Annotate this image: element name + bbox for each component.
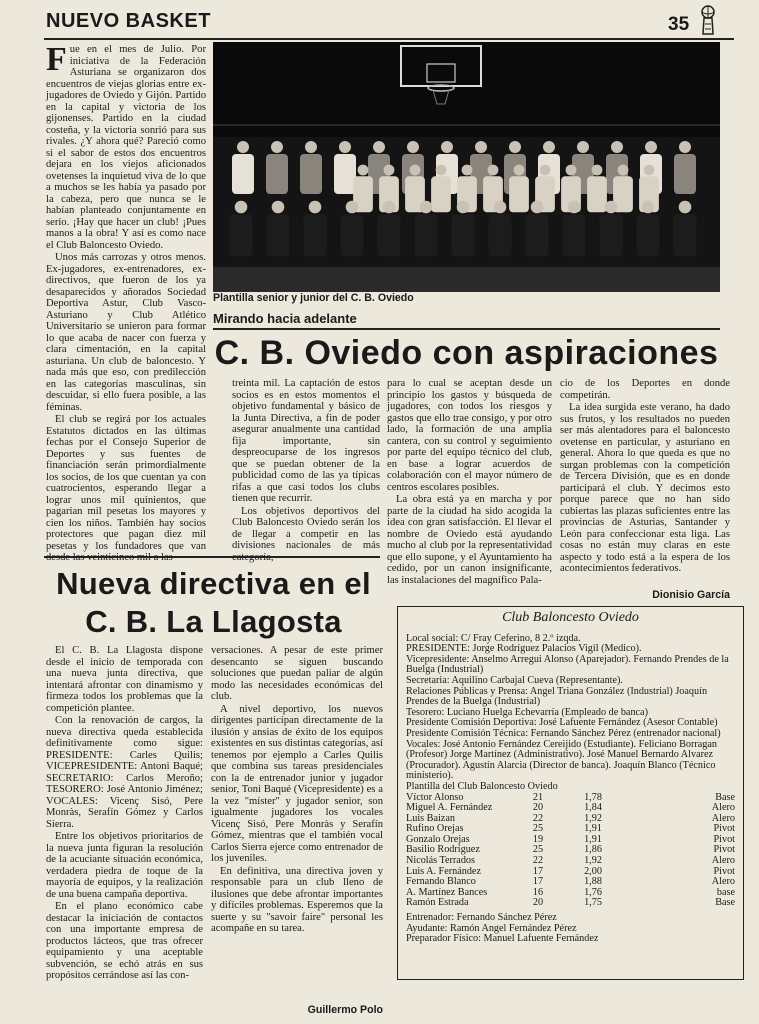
player-figure <box>373 141 385 153</box>
player-figure <box>457 201 470 214</box>
roster-cell-height: 1,92 <box>584 812 602 824</box>
article1-column-1: Fue en el mes de Julio. Por iniciativa de la Federación Asturiana se organizaron dos encuentros de viejas glorias entre ex-jugadores de Oviedo y Gijón. Partido en la capital y victoria de los gijonenses. Partido en la ciudad costeña, y la victoria sonrió para sus rivales. ¿Y ahora qué? Pareció como si el sabor de estos dos encuentros dejara en los viejos aficionados ovetenses la inquietud viva de lo que a muchos se les había ya pasado por la cabeza, pero que nunca se le habían planteado conjuntamente en serio. ¡Hay que hacer un club! ¡Pues manos a la obra! Y así es como nace el Club Baloncesto Oviedo. Unos más carrozas y otros menos. Ex-jugadores, ex-entrenadores, ex-directivos, que fueron de los ya desaparecidos y añorados Sociedad Deportiva Astur, Club Vasco-Asturiano y Club Atlético Universitario se unieron para formar lo que acaba de nacer con fuerza y clara cimentación, en la capital asturiana. Un club de baloncesto. Y nada más que eso, con predilección en las categorías masculinas, sin descuidar, si ello fuera posible, a las féminas. El club se regirá por los actuales Estatutos dictados en las últimas fechas por el Consejo Superior de Deportes y sus fuentes de financiación serán primordialmente los socios, de los que cuentan ya con cuatrocientos, esperando llegar a lograr unos mil quinientos, que pagarían mil pesetas los mayores y cien los niños. También hay socios protectores que pagan diez mil pesetas y los fundadores que van <box>46 44 206 556</box>
roster-cell-height: 1,92 <box>584 855 602 867</box>
roster-cell-age: 22 <box>532 855 544 867</box>
roster-cell-pos: Alero <box>711 855 735 867</box>
roster-cell-age: 19 <box>532 833 544 845</box>
team-photo <box>213 42 720 292</box>
player-figure <box>494 201 507 214</box>
player-figure <box>346 201 359 214</box>
roster-cell-age: 25 <box>532 823 544 835</box>
roster-cell-height: 1,78 <box>584 791 602 803</box>
article2-rule <box>44 556 380 558</box>
player-figure <box>237 141 249 153</box>
player-figure <box>673 214 696 256</box>
player-figure <box>644 165 655 176</box>
player-figure <box>436 165 447 176</box>
player-figure <box>305 141 317 153</box>
roster-cell-pos: Base <box>715 897 735 909</box>
roster-cell-name: Ramón Estrada <box>406 897 469 909</box>
roster-cell-pos: Pivot <box>713 844 735 856</box>
player-figure <box>568 201 581 214</box>
player-figure <box>441 141 453 153</box>
club-info-box: Club Baloncesto Oviedo Local social: C/ Fray Ceferino, 8 2.º izqda. PRESIDENTE: Jorge Rodríguez Palacios Vigil (Medico). Vicepresidente: Anselmo Arregui Alonso (Aparejador). Fernando Prendes de la Buelga (Industrial) Secretaria: Aquilino Carbajal Cueva (Representante). Relaciones Públicas y Prensa: Angel Triana González (Industrial) Joaquín Prendes de la Buelga (Industrial) Tesorero: Luciano Huelga Echevarría (Empleado de banca) Presidente Comisión Deportiva: José Lafuente Fernández (Asesor Contable) Presidente Comisión Técnica: Fernando Sánchez Pérez (entrenador nacional) Vocales: José Antonio Fernández Cereijido (Estudiante). Feliciano Borragan (Profesor) Jorge Martínez (Administrativo). José Manuel Bernardo Alvarez (Procurador). Agustín Alarcia (Director de banca). Joaquín Blanco (Técnico ministerio). Plantilla del Club Baloncesto Oviedo Víctor Alonso 21 1,78 Base Miguel A. Fernández 20 1,84 Alero Luis Baizan 22 1,92 Alero Rufino Orejas 25 1,91 Pivot Gonzalo Orejas 19 1,91 Pivot Basilio Rodríguez 25 1,86 Pivot Nicolás Terrados 22 1,92 Alero Luis A. Fernández 17 2,00 Pivot Fernando Blanco 17 1,88 Alero A. Martínez Bances 16 1,76 base Ramón Estrada 20 1,75 Base Entrenador: Fernando Sánchez Pérez Ayudante: Ramón Angel Fernández Pérez Preparador Físico: Manuel Lafuente Fernández <box>397 606 744 980</box>
player-figure <box>674 154 696 194</box>
player-figure <box>303 214 326 256</box>
player-figure <box>462 165 473 176</box>
roster-table <box>406 793 735 910</box>
player-figure <box>531 201 544 214</box>
player-figure <box>642 201 655 214</box>
player-figure <box>407 141 419 153</box>
roster-cell-pos: Pivot <box>713 833 735 845</box>
article2-headline: Nueva directiva en el C. B. La Llagosta <box>56 566 371 639</box>
article1-kicker: Mirando hacia adelante <box>213 311 357 326</box>
roster-cell-height: 2,00 <box>584 865 602 877</box>
roster-cell-age: 21 <box>532 791 544 803</box>
player-figure <box>266 214 289 256</box>
roster-cell-name: Gonzalo Orejas <box>406 833 470 845</box>
roster-cell-age: 20 <box>532 802 544 814</box>
player-figure <box>509 176 529 212</box>
roster-cell-age: 22 <box>532 812 544 824</box>
roster-cell-pos: Pivot <box>713 823 735 835</box>
player-figure <box>509 141 521 153</box>
article1-column-3: para lo cual se aceptan desde un principio los gastos y búsqueda de jugadores, con todos los riesgos y gastos que ello trae consigo, y por otro lado, la formación de una amplia cantera, con su control y seguimiento por parte del equipo técnico del club, en base a lograr acuerdos de colaboración con el mayor número de centros escolares posibles. La obra está ya en marcha y por parte de la ciudad ha sido acogida la idea con gran satisfacción. El llevar el nombre de Oviedo está ayudando mucho al club por la representatividad que ello supone, y el Ayuntamiento ha cedido, por un canon insignificante, las instalaciones del magnífico Pala- <box>387 378 552 586</box>
roster-cell-name: Nicolás Terrados <box>406 855 475 867</box>
roster-cell-height: 1,75 <box>584 897 602 909</box>
roster-cell-name: Luis A. Fernández <box>406 865 481 877</box>
roster-row <box>406 803 735 814</box>
roster-cell-height: 1,76 <box>584 886 602 898</box>
section-title: NUEVO BASKET <box>46 10 211 32</box>
player-figure <box>272 201 285 214</box>
player-figure <box>562 214 585 256</box>
player-figure <box>377 214 400 256</box>
roster-cell-height: 1,88 <box>584 876 602 888</box>
player-figure <box>358 165 369 176</box>
player-figure <box>514 165 525 176</box>
roster-cell-age: 17 <box>532 865 544 877</box>
article1-column-2: treinta mil. La captación de estos socios es en estos momentos el objetivo fundamental y básico de la Junta Directiva, a fin de poder asegurar anualmente una cantidad fija importante, sin despreocuparse de los ingresos que se puedan obtener de la publicidad como de las ya típicas rifas a que casi todos los clubs tienen que recurrir. Los objetivos deportivos del Club Baloncesto Oviedo serán los de llegar a competir en las divisiones nacionales de más <box>232 378 380 551</box>
roster-cell-name: Basilio Rodríguez <box>406 844 480 856</box>
header-rule <box>44 38 734 40</box>
player-figure <box>232 154 254 194</box>
article1-headline: C. B. Oviedo con aspiraciones <box>214 334 719 372</box>
player-figure <box>384 165 395 176</box>
roster-cell-name: A. Martínez Bances <box>406 886 488 898</box>
roster-cell-name: Miguel A. Fernández <box>406 802 493 814</box>
player-figure <box>229 214 252 256</box>
roster-cell-pos: Alero <box>711 812 735 824</box>
player-figure <box>266 154 288 194</box>
player-figure <box>414 214 437 256</box>
page-number: 35 <box>668 14 690 35</box>
article2-byline: Guillermo Polo <box>307 1004 383 1016</box>
player-figure <box>309 201 322 214</box>
player-figure <box>383 201 396 214</box>
player-figure <box>431 176 451 212</box>
player-figure <box>334 154 356 194</box>
roster-cell-name: Luis Baizan <box>406 812 455 824</box>
player-figure <box>420 201 433 214</box>
player-figure <box>543 141 555 153</box>
player-figure <box>599 214 622 256</box>
info-box-title: Club Baloncesto Oviedo <box>502 610 639 625</box>
roster-cell-height: 1,84 <box>584 802 602 814</box>
player-figure <box>235 201 248 214</box>
player-figure <box>679 201 692 214</box>
roster-cell-age: 20 <box>532 897 544 909</box>
article2-column-1: El C. B. La Llagosta dispone desde el inicio de temporada con una nueva junta directiva, que intentará afrontar con dinamismo y firmeza todos los problemas que la competición plantee. Con la renovación de cargos, la nueva directiva queda establecida definitivamente como sigue: PRESIDENTE: Carles Quilis; VICEPRESIDENTE: Antoni Baqué; SECRETARIO: Carlos Meroño; TESORERO: José Antonio Jiménez; VOCALES: Vicenç Sisó, Pere Monràs, Serafín Gómez y Carlos Sierra. Entre los objetivos prioritarios de la nueva junta figuran la resolución de la acuciante situación económica, verdadera piedra de toque de la mayoría de equipos, y la realización de una buena campaña deportiva. En el plano económico cabe destacar la iniciación de contactos con una importante empresa de productos lácteos, que tras ofrecer equipamiento y una aceptable subvención, se echó atrás en sus propósitos cerrándose así las con- <box>46 645 203 981</box>
player-figure <box>577 141 589 153</box>
player-figure <box>488 165 499 176</box>
article1-column-4: cio de los Deportes en donde competirán. La idea surgida este verano, ha dado sus frutos, y los resultados no pueden ser más alentadores para el baloncesto ovetense en particular, y asturiano en general. Ahora lo que queda es que no surgan problemas con la competición de Tercera División, que es en donde participará el club. Y decimos esto porque parece que no han sido cubiertas las plazas suficientes entre las provincias de Asturias, Santander y León para confeccionar esta liga. Las cosas no están muy claras en este aspecto y todo está a la espera de los acontecimientos federativos. <box>560 378 730 574</box>
player-figure <box>475 141 487 153</box>
article2-column-2: versaciones. A pesar de este primer desencanto se siguen buscando soluciones que puedan paliar de algún modo las necesidades económicas del club. A nivel deportivo, los nuevos dirigentes participan directamente de la ilusión y ansias de éxito de los equipos existentes en sus distintas categorías, así tenemos por ejemplo a Carles Quilis que combina sus tareas presidenciales con la de entrenador junior y jugador senior, Toni Baqué (Vicepresidente) es a la vez "míster" y jugador senior, son igualmente jugadores los vocales Vicenç Sisó, Pere Monràs y Serafín Gómez, mientras que el también vocal Carlos Sierra ejerce como entrenador de los juveniles. En definitiva, una directiva joven y responsable para un club lleno de ilusiones que debe afrontar importantes y difíciles problemas. Esperemos que la suerte y su "savoir faire" personal les acompañe en su tarea. <box>211 645 383 934</box>
roster-cell-name: Rufino Orejas <box>406 823 464 835</box>
roster-cell-name: Fernando Blanco <box>406 876 476 888</box>
player-figure <box>636 214 659 256</box>
roster-cell-age: 16 <box>532 886 544 898</box>
player-figure <box>339 141 351 153</box>
roster-cell-name: Víctor Alonso <box>406 791 464 803</box>
player-figure <box>566 165 577 176</box>
player-figure <box>488 214 511 256</box>
paragraph: Unos más carrozas y otros menos. Ex-jugadores, ex-entrenadores, ex-directivos, que fueron de los ya desaparecidos y añorados Sociedad Deportiva Astur, Club Vasco-Asturiano y Club Atlético Universitario se unieron para formar lo que acaba de nacer con fuerza y clara cimentación, en la capital asturiana. Un club de baloncesto. Y nada más que eso, con predilección en las categorías masculinas, sin descuidar, si ello fuera posible, a las féminas. <box>46 252 206 413</box>
roster-cell-pos: Base <box>715 791 735 803</box>
roster-cell-age: 25 <box>532 844 544 856</box>
player-figure <box>525 214 548 256</box>
player-figure <box>611 141 623 153</box>
roster-cell-age: 17 <box>532 876 544 888</box>
player-figure <box>605 201 618 214</box>
roster-cell-height: 1,91 <box>584 823 602 835</box>
article1-byline: Dionisio García <box>652 589 730 601</box>
roster-row <box>406 898 735 909</box>
player-figure <box>340 214 363 256</box>
player-figure <box>679 141 691 153</box>
drop-cap: F <box>46 41 67 78</box>
player-figure <box>587 176 607 212</box>
roster-cell-pos: Alero <box>711 876 735 888</box>
player-figure <box>410 165 421 176</box>
player-figure <box>645 141 657 153</box>
roster-cell-height: 1,86 <box>584 844 602 856</box>
roster-cell-pos: base <box>716 886 735 898</box>
player-figure <box>540 165 551 176</box>
paragraph: El club se regirá por los actuales Estatutos dictados en las últimas fechas por el Consejo Superior de Deportes y sus fuentes de financiación serán primordialmente los socios, de los que cuentan ya con cuatrocientos, esperando llegar a lograr unos mil quinientos, que pagarían mil pesetas los mayores y cien los niños. También hay socios protectores que pagan diez mil pesetas y los fundadores que van <box>46 414 206 552</box>
player-figure <box>300 154 322 194</box>
player-figure <box>618 165 629 176</box>
photo-caption: Plantilla senior y junior del C. B. Oviedo <box>213 292 414 304</box>
kicker-rule <box>213 328 720 330</box>
basketball-logo-icon <box>697 4 719 38</box>
roster-cell-height: 1,91 <box>584 833 602 845</box>
player-figure <box>451 214 474 256</box>
roster-cell-pos: Alero <box>711 802 735 814</box>
roster-cell-pos: Pivot <box>713 865 735 877</box>
player-figure <box>592 165 603 176</box>
player-figure <box>271 141 283 153</box>
